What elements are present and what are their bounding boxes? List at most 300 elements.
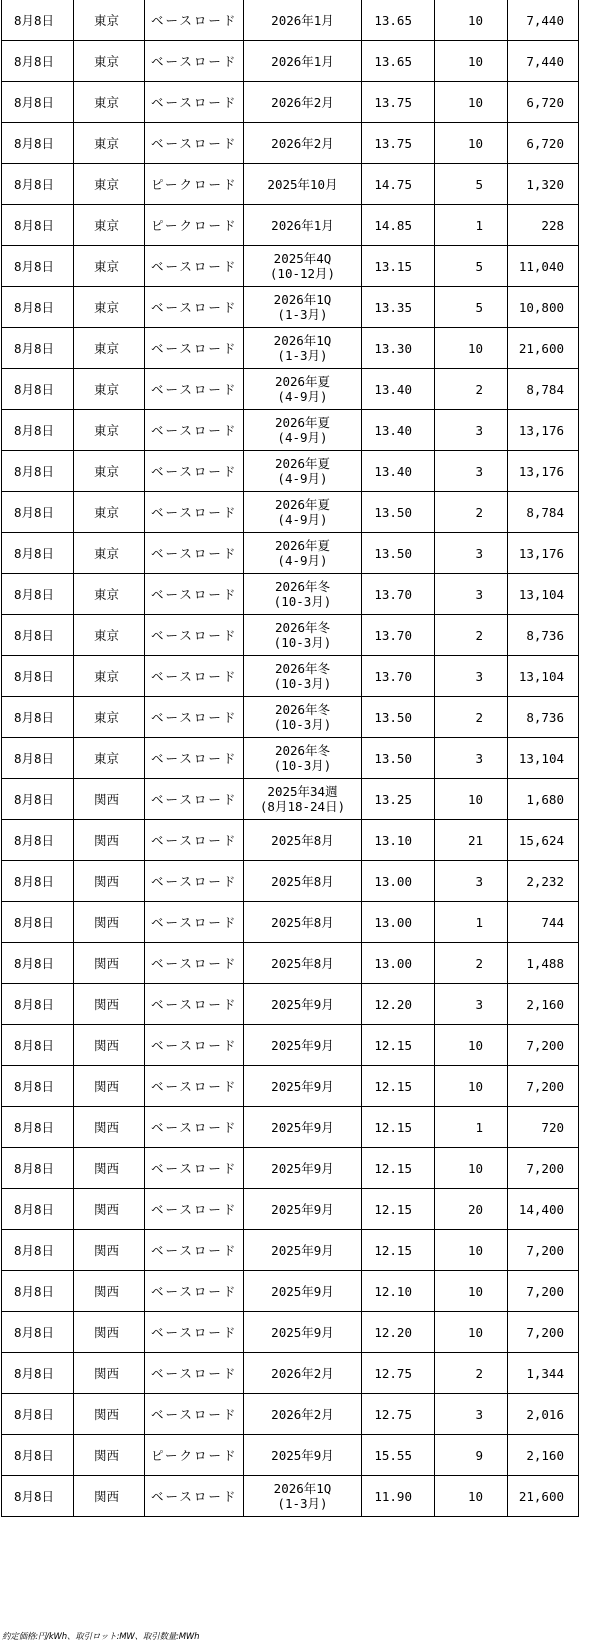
table-row	[2, 1394, 579, 1435]
cell-load-type: ベースロード	[145, 1066, 244, 1107]
table-row	[2, 451, 579, 492]
cell-load-type: ベースロード	[145, 451, 244, 492]
period-main: 2025年9月	[271, 1447, 334, 1463]
cell-price: 13.35	[362, 287, 435, 328]
cell-area: 東京	[74, 41, 145, 82]
cell-trade-date: 8月8日	[2, 1271, 74, 1312]
cell-lot: 10	[435, 1476, 508, 1517]
period-main: 2025年8月	[271, 832, 334, 848]
cell-trade-date: 8月8日	[2, 574, 74, 615]
cell-load-type: ベースロード	[145, 328, 244, 369]
cell-volume: 7,200	[508, 1066, 579, 1107]
cell-trade-date: 8月8日	[2, 984, 74, 1025]
cell-volume: 13,104	[508, 656, 579, 697]
period-range: (10-3月)	[273, 635, 332, 650]
period-main: 2025年9月	[271, 1324, 334, 1340]
period-range: (4-9月)	[277, 471, 328, 486]
cell-area: 東京	[74, 205, 145, 246]
cell-volume: 1,488	[508, 943, 579, 984]
period-main: 2025年4Q	[273, 251, 332, 266]
cell-lot: 10	[435, 0, 508, 41]
period-main: 2025年9月	[271, 1242, 334, 1258]
cell-load-type: ベースロード	[145, 984, 244, 1025]
cell-volume: 14,400	[508, 1189, 579, 1230]
cell-volume: 13,176	[508, 410, 579, 451]
cell-delivery-period	[244, 656, 362, 697]
cell-trade-date: 8月8日	[2, 41, 74, 82]
cell-delivery-period	[244, 738, 362, 779]
cell-price: 12.15	[362, 1066, 435, 1107]
cell-lot: 5	[435, 164, 508, 205]
cell-lot: 3	[435, 1394, 508, 1435]
cell-delivery-period	[244, 943, 362, 984]
cell-load-type: ベースロード	[145, 615, 244, 656]
cell-lot: 3	[435, 533, 508, 574]
cell-price: 15.55	[362, 1435, 435, 1476]
period-main: 2026年冬	[274, 743, 331, 758]
cell-delivery-period	[244, 1312, 362, 1353]
cell-lot: 2	[435, 615, 508, 656]
cell-area: 関西	[74, 1148, 145, 1189]
cell-delivery-period	[244, 1066, 362, 1107]
period-range: (10-3月)	[273, 758, 332, 773]
period-main: 2025年9月	[271, 1283, 334, 1299]
cell-price: 13.40	[362, 410, 435, 451]
cell-load-type: ベースロード	[145, 1271, 244, 1312]
cell-lot: 10	[435, 1148, 508, 1189]
cell-load-type: ベースロード	[145, 820, 244, 861]
cell-volume: 1,680	[508, 779, 579, 820]
period-main: 2025年9月	[271, 996, 334, 1012]
table-row	[2, 1189, 579, 1230]
cell-load-type: ベースロード	[145, 574, 244, 615]
cell-volume: 6,720	[508, 123, 579, 164]
cell-trade-date: 8月8日	[2, 82, 74, 123]
period-main: 2025年8月	[271, 955, 334, 971]
table-row	[2, 615, 579, 656]
cell-load-type: ベースロード	[145, 1107, 244, 1148]
cell-area: 東京	[74, 287, 145, 328]
cell-trade-date: 8月8日	[2, 369, 74, 410]
cell-trade-date: 8月8日	[2, 779, 74, 820]
cell-delivery-period	[244, 533, 362, 574]
cell-volume: 744	[508, 902, 579, 943]
cell-trade-date: 8月8日	[2, 820, 74, 861]
cell-area: 東京	[74, 697, 145, 738]
period-main: 2026年2月	[271, 135, 334, 151]
period-main: 2025年9月	[271, 1201, 334, 1217]
trade-table-body	[2, 0, 579, 1517]
period-main: 2026年1月	[271, 12, 334, 28]
cell-delivery-period	[244, 123, 362, 164]
cell-volume: 7,440	[508, 41, 579, 82]
trade-table	[1, 0, 579, 1517]
cell-trade-date: 8月8日	[2, 697, 74, 738]
period-main: 2025年9月	[271, 1160, 334, 1176]
cell-load-type: ベースロード	[145, 123, 244, 164]
cell-area: 東京	[74, 0, 145, 41]
cell-lot: 2	[435, 697, 508, 738]
table-row	[2, 1435, 579, 1476]
cell-price: 13.25	[362, 779, 435, 820]
cell-load-type: ベースロード	[145, 369, 244, 410]
cell-volume: 228	[508, 205, 579, 246]
cell-delivery-period	[244, 82, 362, 123]
cell-delivery-period	[244, 164, 362, 205]
cell-lot: 3	[435, 410, 508, 451]
footer-units-note: 約定価格:円/kWh、取引ロット:MW、取引数量:MWh	[2, 1632, 200, 1642]
cell-load-type: ベースロード	[145, 1025, 244, 1066]
cell-delivery-period	[244, 1353, 362, 1394]
cell-area: 東京	[74, 492, 145, 533]
cell-price: 12.20	[362, 1312, 435, 1353]
cell-area: 関西	[74, 779, 145, 820]
table-row	[2, 779, 579, 820]
table-row	[2, 984, 579, 1025]
period-main: 2026年1Q	[273, 292, 332, 307]
cell-load-type: ベースロード	[145, 41, 244, 82]
table-row	[2, 902, 579, 943]
cell-trade-date: 8月8日	[2, 492, 74, 533]
cell-area: 関西	[74, 1476, 145, 1517]
cell-volume: 2,160	[508, 984, 579, 1025]
cell-trade-date: 8月8日	[2, 1107, 74, 1148]
cell-area: 関西	[74, 1312, 145, 1353]
period-range: (8月18-24日)	[259, 799, 346, 814]
cell-delivery-period	[244, 451, 362, 492]
cell-volume: 13,104	[508, 738, 579, 779]
cell-price: 13.10	[362, 820, 435, 861]
cell-area: 関西	[74, 1025, 145, 1066]
cell-delivery-period	[244, 41, 362, 82]
table-row	[2, 1107, 579, 1148]
cell-load-type: ベースロード	[145, 1189, 244, 1230]
cell-load-type: ベースロード	[145, 0, 244, 41]
cell-trade-date: 8月8日	[2, 0, 74, 41]
cell-lot: 3	[435, 738, 508, 779]
cell-volume: 720	[508, 1107, 579, 1148]
cell-price: 13.00	[362, 943, 435, 984]
period-range: (4-9月)	[277, 553, 328, 568]
cell-volume: 7,200	[508, 1271, 579, 1312]
table-row	[2, 246, 579, 287]
cell-lot: 10	[435, 779, 508, 820]
cell-load-type: ベースロード	[145, 1394, 244, 1435]
cell-lot: 10	[435, 123, 508, 164]
cell-volume: 13,176	[508, 533, 579, 574]
table-row	[2, 369, 579, 410]
cell-trade-date: 8月8日	[2, 246, 74, 287]
cell-trade-date: 8月8日	[2, 656, 74, 697]
period-main: 2026年1月	[271, 217, 334, 233]
period-range: (1-3月)	[277, 1496, 328, 1511]
cell-trade-date: 8月8日	[2, 451, 74, 492]
cell-trade-date: 8月8日	[2, 1025, 74, 1066]
cell-area: 関西	[74, 1189, 145, 1230]
table-row	[2, 1353, 579, 1394]
period-range: (1-3月)	[277, 348, 328, 363]
period-main: 2025年8月	[271, 873, 334, 889]
cell-price: 13.30	[362, 328, 435, 369]
cell-delivery-period	[244, 861, 362, 902]
cell-load-type: ベースロード	[145, 861, 244, 902]
cell-area: 関西	[74, 1271, 145, 1312]
period-range: (10-3月)	[273, 676, 332, 691]
cell-area: 関西	[74, 1353, 145, 1394]
cell-lot: 1	[435, 1107, 508, 1148]
period-main: 2026年冬	[274, 579, 331, 594]
cell-volume: 7,200	[508, 1230, 579, 1271]
period-main: 2026年冬	[274, 702, 331, 717]
table-row	[2, 533, 579, 574]
cell-area: 関西	[74, 1107, 145, 1148]
cell-price: 13.50	[362, 738, 435, 779]
cell-trade-date: 8月8日	[2, 902, 74, 943]
table-row	[2, 1148, 579, 1189]
table-row	[2, 287, 579, 328]
cell-delivery-period	[244, 287, 362, 328]
cell-delivery-period	[244, 984, 362, 1025]
cell-lot: 2	[435, 492, 508, 533]
cell-load-type: ベースロード	[145, 533, 244, 574]
cell-area: 東京	[74, 164, 145, 205]
period-main: 2026年2月	[271, 1365, 334, 1381]
cell-price: 13.75	[362, 82, 435, 123]
period-main: 2025年34週	[267, 784, 338, 799]
cell-lot: 2	[435, 1353, 508, 1394]
cell-price: 13.40	[362, 451, 435, 492]
cell-delivery-period	[244, 1271, 362, 1312]
cell-trade-date: 8月8日	[2, 1353, 74, 1394]
cell-load-type: ベースロード	[145, 656, 244, 697]
cell-lot: 10	[435, 1230, 508, 1271]
cell-delivery-period	[244, 1148, 362, 1189]
cell-delivery-period	[244, 820, 362, 861]
cell-area: 東京	[74, 369, 145, 410]
period-range: (4-9月)	[277, 389, 328, 404]
cell-volume: 8,784	[508, 492, 579, 533]
table-row	[2, 697, 579, 738]
cell-trade-date: 8月8日	[2, 943, 74, 984]
cell-delivery-period	[244, 369, 362, 410]
cell-delivery-period	[244, 0, 362, 41]
cell-delivery-period	[244, 328, 362, 369]
cell-trade-date: 8月8日	[2, 615, 74, 656]
cell-lot: 1	[435, 902, 508, 943]
cell-lot: 10	[435, 1025, 508, 1066]
table-row	[2, 205, 579, 246]
period-main: 2026年1Q	[273, 333, 332, 348]
period-main: 2026年夏	[274, 374, 331, 389]
cell-load-type: ベースロード	[145, 1353, 244, 1394]
cell-volume: 15,624	[508, 820, 579, 861]
table-row	[2, 328, 579, 369]
cell-lot: 21	[435, 820, 508, 861]
table-row	[2, 492, 579, 533]
cell-trade-date: 8月8日	[2, 533, 74, 574]
cell-volume: 8,736	[508, 615, 579, 656]
cell-delivery-period	[244, 205, 362, 246]
cell-load-type: ベースロード	[145, 943, 244, 984]
cell-lot: 20	[435, 1189, 508, 1230]
table-row	[2, 41, 579, 82]
cell-load-type: ベースロード	[145, 697, 244, 738]
cell-load-type: ベースロード	[145, 82, 244, 123]
cell-area: 関西	[74, 1394, 145, 1435]
cell-lot: 10	[435, 328, 508, 369]
cell-area: 東京	[74, 246, 145, 287]
cell-lot: 5	[435, 246, 508, 287]
cell-volume: 7,200	[508, 1148, 579, 1189]
cell-trade-date: 8月8日	[2, 205, 74, 246]
cell-lot: 1	[435, 205, 508, 246]
period-main: 2025年8月	[271, 914, 334, 930]
cell-volume: 2,016	[508, 1394, 579, 1435]
cell-price: 12.15	[362, 1025, 435, 1066]
cell-load-type: ベースロード	[145, 246, 244, 287]
cell-area: 関西	[74, 943, 145, 984]
cell-delivery-period	[244, 410, 362, 451]
table-row	[2, 1066, 579, 1107]
cell-price: 13.75	[362, 123, 435, 164]
period-main: 2026年夏	[274, 415, 331, 430]
cell-price: 13.50	[362, 492, 435, 533]
cell-lot: 2	[435, 943, 508, 984]
period-main: 2026年冬	[274, 620, 331, 635]
cell-delivery-period	[244, 1394, 362, 1435]
table-row	[2, 738, 579, 779]
period-main: 2025年9月	[271, 1078, 334, 1094]
period-main: 2026年夏	[274, 497, 331, 512]
cell-volume: 8,784	[508, 369, 579, 410]
cell-trade-date: 8月8日	[2, 410, 74, 451]
period-range: (4-9月)	[277, 512, 328, 527]
cell-delivery-period	[244, 574, 362, 615]
cell-price: 14.75	[362, 164, 435, 205]
cell-price: 13.65	[362, 0, 435, 41]
cell-area: 関西	[74, 1066, 145, 1107]
period-main: 2025年9月	[271, 1119, 334, 1135]
cell-area: 関西	[74, 984, 145, 1025]
period-range: (10-3月)	[273, 594, 332, 609]
cell-lot: 3	[435, 451, 508, 492]
cell-volume: 7,200	[508, 1025, 579, 1066]
cell-load-type: ベースロード	[145, 492, 244, 533]
cell-load-type: ベースロード	[145, 287, 244, 328]
cell-volume: 8,736	[508, 697, 579, 738]
cell-area: 関西	[74, 861, 145, 902]
cell-volume: 7,440	[508, 0, 579, 41]
cell-price: 12.15	[362, 1189, 435, 1230]
cell-delivery-period	[244, 1107, 362, 1148]
cell-delivery-period	[244, 1025, 362, 1066]
cell-load-type: ベースロード	[145, 1230, 244, 1271]
cell-price: 13.40	[362, 369, 435, 410]
cell-price: 13.65	[362, 41, 435, 82]
cell-price: 11.90	[362, 1476, 435, 1517]
period-main: 2026年冬	[274, 661, 331, 676]
cell-price: 13.00	[362, 902, 435, 943]
cell-load-type: ベースロード	[145, 410, 244, 451]
cell-area: 東京	[74, 533, 145, 574]
cell-lot: 10	[435, 1066, 508, 1107]
cell-trade-date: 8月8日	[2, 164, 74, 205]
period-range: (10-3月)	[273, 717, 332, 732]
cell-delivery-period	[244, 492, 362, 533]
table-row	[2, 1271, 579, 1312]
cell-price: 13.70	[362, 615, 435, 656]
cell-price: 12.15	[362, 1230, 435, 1271]
cell-load-type: ベースロード	[145, 1312, 244, 1353]
cell-volume: 1,320	[508, 164, 579, 205]
cell-price: 13.15	[362, 246, 435, 287]
cell-lot: 10	[435, 41, 508, 82]
period-main: 2026年2月	[271, 94, 334, 110]
cell-trade-date: 8月8日	[2, 1230, 74, 1271]
cell-lot: 10	[435, 82, 508, 123]
cell-price: 12.15	[362, 1107, 435, 1148]
period-main: 2025年9月	[271, 1037, 334, 1053]
table-row	[2, 82, 579, 123]
cell-volume: 21,600	[508, 1476, 579, 1517]
cell-trade-date: 8月8日	[2, 123, 74, 164]
table-row	[2, 1476, 579, 1517]
cell-area: 関西	[74, 1230, 145, 1271]
cell-price: 12.20	[362, 984, 435, 1025]
cell-volume: 2,232	[508, 861, 579, 902]
cell-volume: 10,800	[508, 287, 579, 328]
cell-area: 東京	[74, 328, 145, 369]
cell-delivery-period	[244, 697, 362, 738]
cell-delivery-period	[244, 1476, 362, 1517]
cell-price: 13.70	[362, 656, 435, 697]
cell-lot: 10	[435, 1271, 508, 1312]
cell-price: 14.85	[362, 205, 435, 246]
cell-delivery-period	[244, 615, 362, 656]
cell-load-type: ピークロード	[145, 205, 244, 246]
cell-volume: 7,200	[508, 1312, 579, 1353]
cell-volume: 1,344	[508, 1353, 579, 1394]
table-row	[2, 410, 579, 451]
table-row	[2, 943, 579, 984]
cell-price: 13.70	[362, 574, 435, 615]
cell-load-type: ベースロード	[145, 902, 244, 943]
period-main: 2026年夏	[274, 538, 331, 553]
cell-trade-date: 8月8日	[2, 1476, 74, 1517]
cell-area: 関西	[74, 1435, 145, 1476]
period-main: 2026年1月	[271, 53, 334, 69]
cell-load-type: ベースロード	[145, 779, 244, 820]
cell-load-type: ピークロード	[145, 1435, 244, 1476]
cell-price: 13.00	[362, 861, 435, 902]
cell-area: 東京	[74, 410, 145, 451]
period-main: 2026年2月	[271, 1406, 334, 1422]
cell-trade-date: 8月8日	[2, 861, 74, 902]
cell-delivery-period	[244, 902, 362, 943]
cell-lot: 10	[435, 1312, 508, 1353]
cell-delivery-period	[244, 1435, 362, 1476]
cell-lot: 9	[435, 1435, 508, 1476]
cell-area: 東京	[74, 574, 145, 615]
cell-lot: 3	[435, 984, 508, 1025]
period-main: 2025年10月	[267, 176, 338, 192]
cell-price: 13.50	[362, 697, 435, 738]
table-row	[2, 0, 579, 41]
cell-lot: 3	[435, 574, 508, 615]
table-row	[2, 656, 579, 697]
cell-volume: 2,160	[508, 1435, 579, 1476]
table-row	[2, 123, 579, 164]
